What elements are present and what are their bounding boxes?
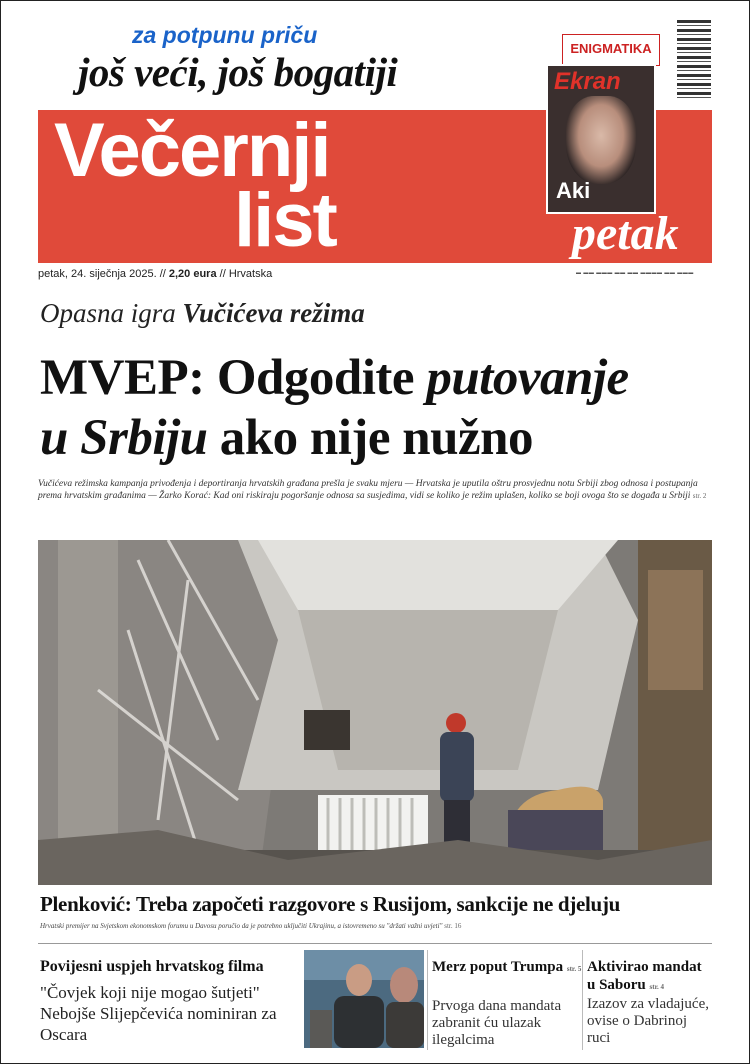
- destroyed-building-photo: [38, 540, 712, 885]
- masthead-title[interactable]: [54, 108, 336, 263]
- main-kicker: Opasna igra Vučićeva režima: [40, 298, 365, 328]
- sabor-story-title[interactable]: Aktivirao mandat u Saboru str. 4: [587, 959, 702, 993]
- masthead-title-line1: Večernji: [54, 108, 330, 193]
- main-headline[interactable]: MVEP: Odgodite putovanje u Srbiju ako nije nužno: [40, 350, 629, 466]
- photo-headline[interactable]: Plenković: Treba započeti razgovore s Rusijom, sankcije ne djeluju: [40, 892, 621, 916]
- main-photo[interactable]: [38, 540, 712, 885]
- column-divider: [582, 950, 583, 1050]
- magazine-name: Ekran: [554, 68, 621, 95]
- dateline: petak, 24. siječnja 2025. // 2,20 eura // Hrvatska: [38, 268, 273, 280]
- cover-name: Aki: [556, 178, 591, 203]
- sabor-story-sub: Izazov za vladajuće, ovise o Dabrinoj ruci: [587, 996, 709, 1046]
- barcode: [677, 20, 711, 98]
- film-story-sub: "Čovjek koji nije mogao šutjeti" Nebojše Slijepčevića nominiran za Oscara: [40, 983, 277, 1044]
- merz-story-title[interactable]: Merz poput Trumpa str. 5: [432, 959, 582, 975]
- film-still-image: [304, 950, 424, 1048]
- issue-price: 2,20 eura: [168, 268, 217, 280]
- main-page-ref: str. 2: [692, 492, 707, 500]
- photo-subline: Hrvatski premijer na Svjetskom ekonomskom forumu u Davosu poručio da je potrebno uključiti Ukrajinu, a istovremeno su "držati važni uvjeti" str. 16: [40, 922, 462, 930]
- masthead-title-line2: list: [234, 178, 336, 263]
- cover-portrait: [566, 96, 636, 184]
- merz-story-sub: Prvoga dana mandata zabranit ću ulazak ilegalcima: [432, 998, 562, 1048]
- main-lead: Vučićeva režimska kampanja privođenja i deportiranja hrvatskih građana prešla je svaku mjeru — Hrvatska je uputila oštru prosvjednu notu Srbiji zbog odnosa i postupanja prema hrvatskim građanima — Žarko Korać: Kad oni riskiraju pogoršanje odnosa sa susjedima, vidi se koliko je režim uplašen, koliko se boji ovoga što se događa u Srbiji str. 2: [38, 479, 707, 501]
- enigmatika-badge: ENIGMATIKA: [562, 34, 660, 66]
- film-story-title[interactable]: Povijesni uspjeh hrvatskog filma: [40, 958, 264, 975]
- section-divider: [38, 943, 712, 944]
- film-story-photo[interactable]: [304, 950, 424, 1048]
- day-edition: petak: [572, 207, 679, 260]
- column-divider: [427, 950, 428, 1050]
- magazine-cover[interactable]: [546, 64, 656, 214]
- promo-tagline: za potpunu priču: [132, 22, 318, 48]
- issue-date: petak, 24. siječnja 2025.: [38, 268, 157, 280]
- promo-headline: još veći, još bogatiji: [78, 49, 398, 95]
- dateline-fine-print: ▬ ▬▬ ▬▬▬ ▬▬ ▬▬ ▬▬▬▬ ▬▬ ▬▬▬: [576, 270, 694, 276]
- issue-region: Hrvatska: [228, 268, 273, 280]
